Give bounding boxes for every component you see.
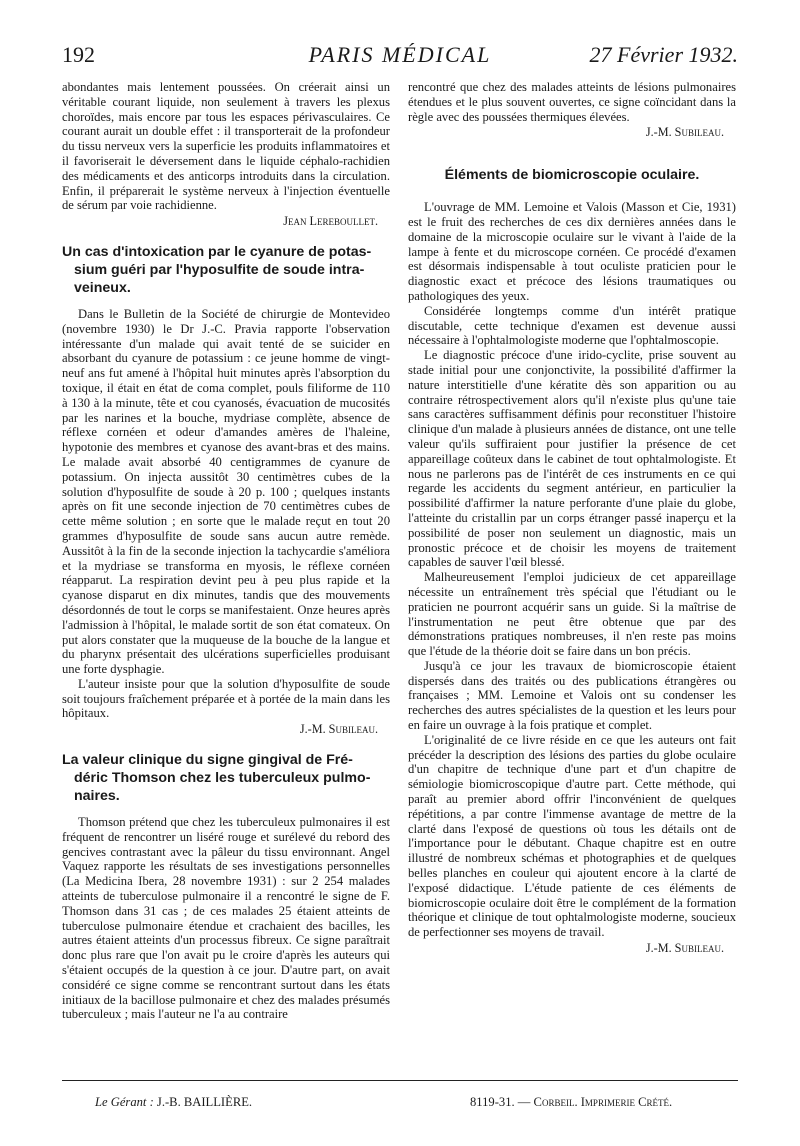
article-title-line: Un cas d'intoxication par le cyanure de potas- — [62, 243, 372, 260]
printer-info: 8119-31. — Corbeil. Imprimerie Crété. — [470, 1095, 673, 1109]
gerant-name: J.-B. BAILLIÈRE. — [156, 1095, 253, 1109]
left-column — [62, 80, 390, 1022]
paragraph: Considérée longtemps comme d'un intérêt pratique discutable, cette technique d'examen est devenue aussi nécessaire à l'ophtalmologiste moderne que l'ophtalmoscopie. — [408, 303, 736, 348]
paragraph: L'ouvrage de MM. Lemoine et Valois (Masson et Cie, 1931) est le fruit des recherches de ces dix dernières années dans le domaine de la microscopie oculaire sur le vivant à l'aide de la lampe à fente et du microscope cornéen. Ce procédé d'examen est désormais indispensable à tout oculiste praticien pour le diagnostic exact et précoce des lésions traumatiques ou pathologiques des yeux. — [408, 200, 736, 303]
gerant-label: Le Gérant : — [95, 1095, 154, 1109]
signature: J.-M. Subileau. — [645, 125, 724, 140]
article-title — [62, 243, 390, 297]
paragraph: Le diagnostic précoce d'une irido-cyclite, prise souvent au stade initial pour une conjonctivite, la possibilité d'affirmer la nature interstitielle d'une kératite dès son apparition ou au contraire rétrospectivement alors qu'il n'existe plus qu'une taie sans caractères suffisamment définis pour reconstituer l'histoire clinique d'un malade à plusieurs années de distance, ont une telle valeur qu'ils suffiraient pour justifier la présence de cet appareillage coûteux dans le cabinet de tout ophtalmologiste. Et nous ne parlerons pas de l'intérêt de ces instruments en ce qui regarde les accidents du segment antérieur, en particulier la possibilité d'affirmer la nature perforante d'une plaie du globe, l'atteinte du cristallin par un corps étranger passé inaperçu et la possibilité de poser non seulement un diagnostic, mais un pronostic précoce et de choisir les moyens de traitement capables de sauver l'œil blessé. — [408, 348, 736, 570]
right-column — [408, 80, 736, 956]
page-number: 192 — [62, 42, 95, 67]
paragraph: Jusqu'à ce jour les travaux de biomicroscopie étaient dispersés dans des traités ou des publications étrangères ou françaises ; MM. Lemoine et Valois ont su condenser les recherches des autres spécialistes de la question et les leurs pour en faire un ouvrage à la fois pratique et complet. — [408, 658, 736, 733]
article-title — [62, 751, 390, 805]
paragraph: rencontré que chez des malades atteints de lésions pulmonaires étendues et le plus souvent ouvertes, ce signe coïncidant dans la règle avec des poussées thermiques élevées. — [408, 80, 736, 124]
paragraph: abondantes mais lentement poussées. On créerait ainsi un véritable courant liquide, non seulement à travers les plexus choroïdes, mais encore par tous les espaces périvasculaires. Ce courant aurait un double effet : il transporterait de la profondeur du tissu nerveux vers la superficie les produits inflammatoires et il favoriserait le déversement dans le liquide céphalo-rachidien des médicaments et des anticorps introduits dans la circulation. Enfin, il préparerait le système nerveux à l'injection éventuelle de sérum par voie rachidienne. — [62, 80, 390, 213]
paragraph: L'originalité de ce livre réside en ce que les auteurs ont fait précéder la description des lésions des parties du globe oculaire d'un chapitre de technique d'une part et d'un chapitre de sémiologie biomicroscopique d'autre part. Cette méthode, qui paraît au premier abord offrir l'inconvénient de quelques répétitions, a par contre l'immense avantage de mettre de la clarté dans l'exposé de questions où tous les détails ont de l'importance pour le débutant. Chaque chapitre est en outre illustré de nombreux schémas et photographies et de quelques belles planches en couleur qui ajoutent encore à la clarté de l'exposé didactique. L'étude patiente de ces éléments de biomicroscopie oculaire doit être le complément de la formation théorique et clinique de tout ophtalmologiste moderne, soucieux de perfectionner ses moyens de travail. — [408, 732, 736, 940]
article-title-line: La valeur clinique du signe gingival de Fré- — [62, 752, 353, 769]
paragraph: L'auteur insiste pour que la solution d'hyposulfite de soude soit toujours fraîchement préparée et à portée de la main dans les hôpitaux. — [62, 676, 390, 721]
gerant-credit — [95, 1095, 252, 1110]
issue-date: 27 Février 1932. — [589, 42, 738, 67]
article-title-line: sium guéri par l'hyposulfite de soude intra-veineux. — [74, 261, 365, 296]
signature: J.-M. Subileau. — [645, 941, 724, 956]
paragraph: Malheureusement l'emploi judicieux de cet appareillage nécessite un entraînement très spécial que l'étudiant ou le praticien ne pourront acquérir sans un guide. Si la maîtrise de l'instrumentation ne peut être obtenue que par des démonstrations pratiques nombreuses, il n'en reste pas moins que l'étude de la théorie doit se faire dans un bon précis. — [408, 570, 736, 659]
signature: J.-M. Subileau. — [299, 722, 378, 737]
article-title-line: déric Thomson chez les tuberculeux pulmo-naires. — [74, 770, 371, 805]
journal-title: PARIS MÉDICAL — [308, 42, 492, 67]
paragraph: Dans le Bulletin de la Société de chirurgie de Montevideo (novembre 1930) le Dr J.-C. Pravia rapporte l'observation intéressante d'un malade qui avait tenté de se suicider en absorbant du cyanure de potassium : ce jeune homme de vingt-neuf ans fut amené à l'hôpital huit minutes après l'absorption du toxique, il était en état de coma complet, pouls filiforme de 110 à 130 à la minute, tête et cou cyanosés, évacuation de mucosités par les narines et la bouche, mydriase complète, absence de réflexe cornéen et odeur d'amandes amères de l'haleine, hypotonie des membres et cyanose des avant-bras et des mains. Le malade avait absorbé 40 centigrammes de cyanure de potassium. On injecta aussitôt 30 centimètres cubes de la solution d'hyposulfite de soude à 20 p. 100 ; quelques instants après on fit une seconde injection de 70 centimètres cubes de cette même solution ; en sorte que le malade reçut en tout 20 grammes d'hyposulfite de soude sans aucun autre remède. Aussitôt à la fin de la seconde injection la tachycardie s'améliora et la mydriase se transforma en myosis, le réflexe cornéen réapparut. La respiration devint peu à peu plus rapide et la cyanose disparut en dix minutes, tandis que des mouvements désordonnés de tout le corps se manifestaient. Onze heures après l'admission à l'hôpital, le malade sortit de son état comateux. On put alors constater que la muqueuse de la bouche de la langue et du pharynx présentait des ulcérations superficielles produisant une forte dysphagie. — [62, 306, 390, 677]
article-title: Éléments de biomicroscopie oculaire. — [444, 167, 700, 184]
paragraph: Thomson prétend que chez les tuberculeux pulmonaires il est fréquent de rencontrer un liséré rouge et surélevé du rebord des gencives contrastant avec la pâleur du tissu environnant. Angel Vaquez rapporte les résultats de ses investigations personnelles (La Medicina Ibera, 28 novembre 1931) : sur 2 254 malades atteints de tuberculose pulmonaire il a rencontré le signe de F. Thomson dans 31 cas ; de ces malades 25 étaient atteints de tuberculose pulmonaire étendue et crachaient des bacilles, les autres étaient atteints d'un processus fibreux. Ce signe paraîtrait donc plus rare que l'on avait pu le croire d'après les auteurs qui s'étaient occupés de la question à ce jour. D'autre part, on avait considéré ce signe comme se rencontrant surtout dans les états initiaux de la bacillose pulmonaire et chez des malades présumés tuberculeux ; mais l'auteur ne l'a au contraire — [62, 815, 390, 1022]
page-header — [62, 42, 738, 74]
footer-rule — [62, 1080, 738, 1081]
signature: Jean Lereboullet. — [283, 214, 378, 229]
